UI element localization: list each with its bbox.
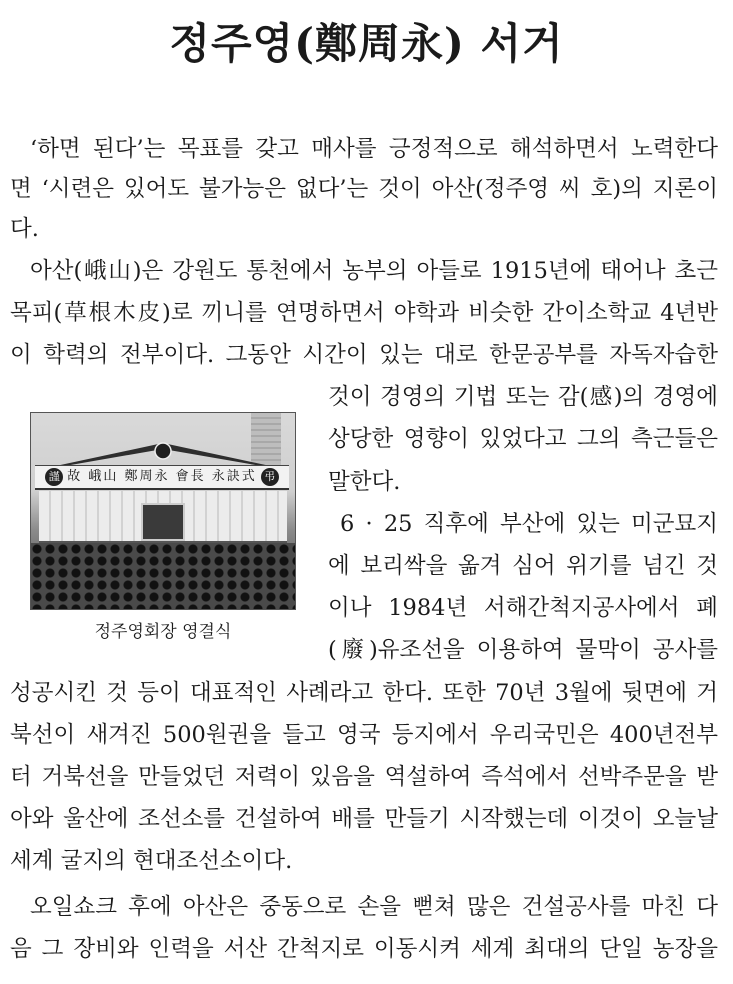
body-line: 오일쇼크 후에 아산은 중동으로 손을 뻗쳐 많은 건설공사를 마친 다 (30, 894, 718, 920)
photo-portrait (141, 503, 185, 541)
body-line: 세계 굴지의 현대조선소이다. (10, 848, 293, 874)
body-line: 말한다. (328, 469, 401, 495)
funeral-photo (30, 412, 296, 610)
body-line: 아산(峨山)은 강원도 통천에서 농부의 아들로 1915년에 태어나 초근 (30, 258, 718, 284)
banner-seal-left: 謹 (45, 468, 63, 486)
body-line: 것이 경영의 기법 또는 감(感)의 경영에 (328, 384, 718, 410)
body-line: 성공시킨 것 등이 대표적인 사례라고 한다. 또한 70년 3월에 뒷면에 거 (10, 680, 718, 706)
body-line: 북선이 새겨진 500원권을 들고 영국 등지에서 우리국민은 400년전부 (10, 722, 718, 748)
body-line: ‘하면 된다’는 목표를 갖고 매사를 긍정적으로 해석하면서 노력한다 (30, 136, 718, 162)
body-line: 상당한 영향이 있었다고 그의 측근들은 (328, 426, 718, 452)
banner-text: 故 峨山 鄭周永 會長 永訣式 (67, 469, 257, 484)
body-line: (廢)유조선을 이용하여 물막이 공사를 (328, 637, 718, 663)
page-title: 정주영(鄭周永) 서거 (169, 19, 564, 68)
banner-seal-right: 弔 (261, 468, 279, 486)
body-line: 터 거북선을 만들었던 저력이 있음을 역설하여 즉석에서 선박주문을 받 (10, 764, 718, 790)
body-line: 6 · 25 직후에 부산에 있는 미군묘지 (340, 511, 718, 537)
body-line: 이 학력의 전부이다. 그동안 시간이 있는 대로 한문공부를 자독자습한 (10, 342, 718, 368)
body-line: 아와 울산에 조선소를 건설하여 배를 만들기 시작했는데 이것이 오늘날 (10, 806, 718, 832)
body-line: 다. (10, 216, 39, 242)
photo-crowd (31, 543, 295, 609)
figure-caption: 정주영회장 영결식 (94, 622, 232, 642)
body-line: 에 보리싹을 옮겨 심어 위기를 넘긴 것 (328, 553, 718, 579)
body-line: 이나 1984년 서해간척지공사에서 폐 (328, 595, 718, 621)
body-line: 음 그 장비와 인력을 서산 간척지로 이동시켜 세계 최대의 단일 농장을 (10, 936, 718, 962)
body-line: 면 ‘시련은 있어도 불가능은 없다’는 것이 아산(정주영 씨 호)의 지론이 (10, 176, 718, 202)
funeral-figure (30, 412, 296, 644)
photo-banner (35, 465, 289, 490)
body-line: 목피(草根木皮)로 끼니를 연명하면서 야학과 비슷한 간이소학교 4년반 (10, 300, 718, 326)
